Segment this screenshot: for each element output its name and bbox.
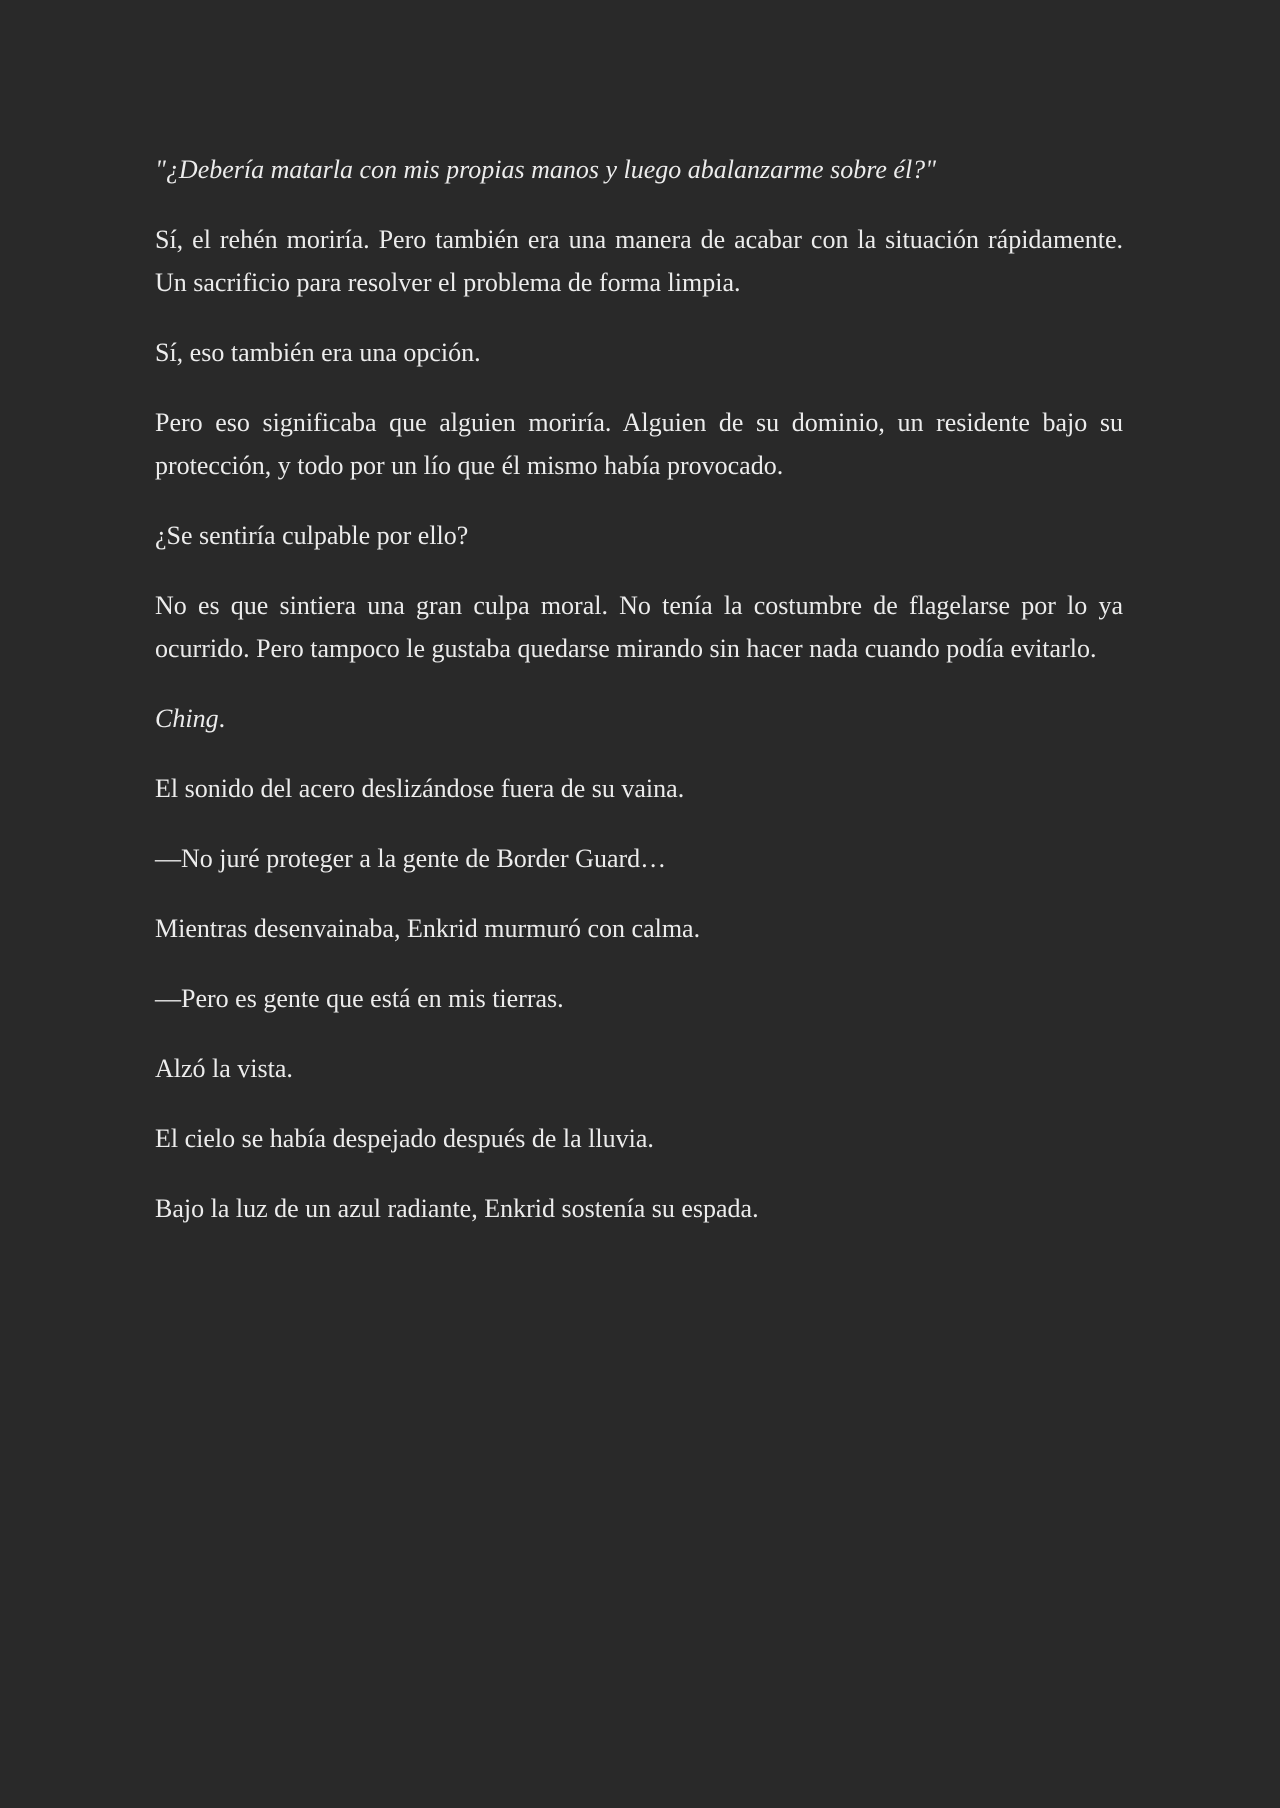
paragraph-dialogue: —No juré proteger a la gente de Border Guard… [155, 844, 667, 873]
paragraph: Alzó la vista. [155, 1054, 293, 1083]
paragraph-sound-effect [155, 697, 1123, 740]
paragraph: El cielo se había despejado después de la lluvia. [155, 1124, 654, 1153]
sound-effect-period: . [218, 704, 226, 733]
paragraph-thought: "¿Debería matarla con mis propias manos y luego abalanzarme sobre él?" [155, 155, 937, 184]
paragraph: ¿Se sentiría culpable por ello? [155, 521, 469, 550]
paragraph: Bajo la luz de un azul radiante, Enkrid sostenía su espada. [155, 1194, 759, 1223]
paragraph-dialogue: —Pero es gente que está en mis tierras. [155, 984, 564, 1013]
sound-effect-word: Ching [155, 704, 219, 733]
paragraph: Sí, eso también era una opción. [155, 338, 481, 367]
paragraph: Pero eso significaba que alguien moriría. Alguien de su dominio, un residente bajo su protección, y todo por un lío que él mismo había provocado. [155, 408, 1123, 480]
paragraph: No es que sintiera una gran culpa moral. No tenía la costumbre de flagelarse por lo ya ocurrido. Pero tampoco le gustaba quedarse mirando sin hacer nada cuando podía evitarlo. [155, 591, 1123, 663]
paragraph: Sí, el rehén moriría. Pero también era una manera de acabar con la situación rápidamente. Un sacrificio para resolver el problema de forma limpia. [155, 225, 1123, 297]
document-page [155, 148, 1123, 1257]
paragraph: El sonido del acero deslizándose fuera de su vaina. [155, 774, 685, 803]
paragraph: Mientras desenvainaba, Enkrid murmuró con calma. [155, 914, 701, 943]
